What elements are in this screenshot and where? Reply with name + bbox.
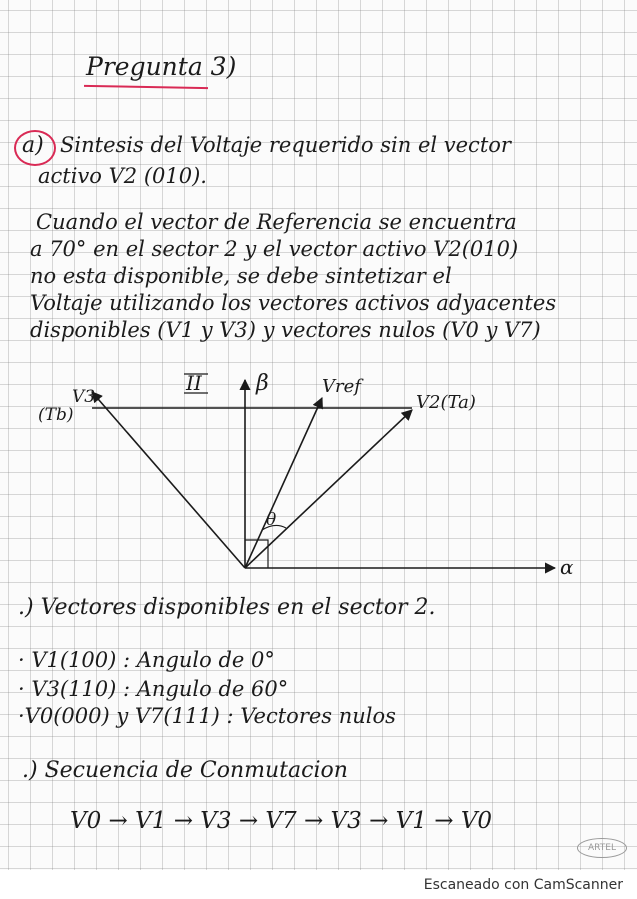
page-title: Pregunta 3): [86, 52, 237, 81]
sequence-heading: .) Secuencia de Conmutacion: [22, 758, 348, 783]
v3-label: V3: [72, 387, 96, 407]
paragraph-line-2: a 70° en el sector 2 y el vector activo V2(010): [30, 237, 519, 261]
paragraph-line-5: disponibles (V1 y V3) y vectores nulos (V0 y V7): [30, 318, 541, 342]
v2-vector: [245, 410, 412, 568]
tb-label: (Tb): [38, 405, 74, 425]
paragraph-line-1: Cuando el vector de Referencia se encuentra: [36, 210, 517, 234]
paper-brand-logo: [577, 838, 627, 858]
vref-vector: [245, 398, 322, 568]
v3-vector: [92, 392, 245, 568]
sector-label: II: [186, 371, 202, 395]
vector-item-1: · V1(100) : Angulo de 0°: [18, 648, 275, 672]
scanner-watermark: Escaneado con CamScanner: [423, 877, 623, 893]
v2-label: V2(Ta): [416, 392, 476, 413]
alpha-label: α: [560, 555, 574, 579]
paragraph-line-3: no esta disponible, se debe sintetizar el: [30, 264, 452, 288]
available-vectors-heading: .) Vectores disponibles en el sector 2.: [18, 595, 436, 620]
heading-line-1: Sintesis del Voltaje requerido sin el vector: [60, 133, 511, 157]
logo-text: ARTEL: [588, 843, 616, 853]
switching-sequence: V0 → V1 → V3 → V7 → V3 → V1 → V0: [70, 808, 493, 834]
part-label: a): [22, 133, 44, 158]
theta-label: θ: [266, 510, 277, 530]
heading-line-2: activo V2 (010).: [38, 164, 207, 188]
paragraph-line-4: Voltaje utilizando los vectores activos adyacentes: [30, 291, 557, 315]
vref-label: Vref: [322, 376, 361, 397]
vector-item-2: · V3(110) : Angulo de 60°: [18, 677, 289, 701]
vector-item-3: ·V0(000) y V7(111) : Vectores nulos: [18, 704, 396, 728]
beta-label: β: [256, 371, 269, 396]
